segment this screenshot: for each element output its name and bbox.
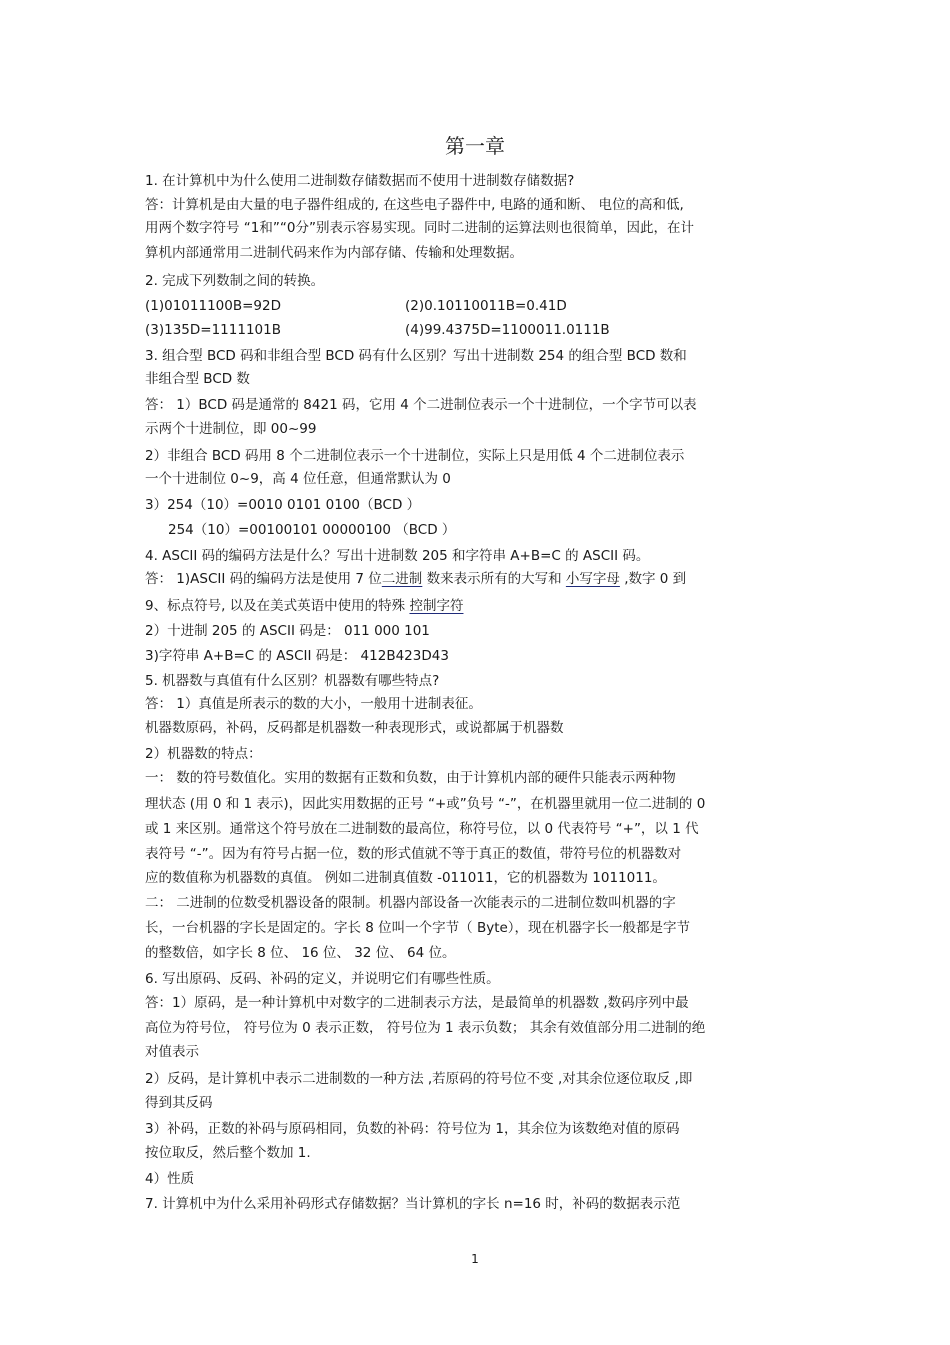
q6-answer-3-line-1: 3）补码，正数的补码与原码相同，负数的补码：符号位为 1，其余位为该数绝对值的原码 <box>145 1121 680 1137</box>
q1-answer-line-1: 答：计算机是由大量的电子器件组成的, 在这些电子器件中, 电路的通和断、 电位的高和低, <box>145 197 684 213</box>
q3-question-line-1: 3. 组合型 BCD 码和非组合型 BCD 码有什么区别？写出十进制数 254 的组合型 BCD 数和 <box>145 348 687 364</box>
q6-answer-1-line-2: 高位为符号位， 符号位为 0 表示正数， 符号位为 1 表示负数； 其余有效值部分用二进制的绝 <box>145 1020 706 1036</box>
q6-answer-1-line-1: 答：1）原码，是一种计算机中对数字的二进制表示方法，是最简单的机器数 ,数码序列中最 <box>145 995 689 1011</box>
q5-point-1-line-3: 或 1 来区别。通常这个符号放在二进制数的最高位，称符号位，以 0 代表符号 “+”，以 1 代 <box>145 821 699 837</box>
q3-answer-3-line-2: 254（10）=00100101 00000100 （BCD ） <box>168 522 456 538</box>
q5-answer-2: 2）机器数的特点： <box>145 746 262 762</box>
q4-answer-1-line-1: 答： 1)ASCII 码的编码方法是使用 7 位二进制 数来表示所有的大写和 小写字母 ,数字 0 到 <box>145 571 687 587</box>
q6-answer-2-line-1: 2）反码，是计算机中表示二进制数的一种方法 ,若原码的符号位不变 ,对其余位逐位取反 ,即 <box>145 1071 693 1087</box>
q1-question: 1. 在计算机中为什么使用二进制数存储数据而不使用十进制数存储数据? <box>145 173 575 189</box>
q4-question: 4. ASCII 码的编码方法是什么？写出十进制数 205 和字符串 A+B=C 的 ASCII 码。 <box>145 548 650 564</box>
q4-answer-2: 2）十进制 205 的 ASCII 码是： 011 000 101 <box>145 623 430 639</box>
q3-answer-3-line-1: 3）254（10）=0010 0101 0100（BCD ） <box>145 497 421 513</box>
q2-question: 2. 完成下列数制之间的转换。 <box>145 273 325 289</box>
q7-question: 7. 计算机中为什么采用补码形式存储数据？当计算机的字长 n=16 时，补码的数据表示范 <box>145 1196 681 1212</box>
q5-point-2-line-3: 的整数倍，如字长 8 位、 16 位、 32 位、 64 位。 <box>145 945 456 961</box>
q5-point-1-line-4: 表符号 “-”。因为有符号占据一位，数的形式值就不等于真正的数值，带符号位的机器数对 <box>145 846 682 862</box>
q3-answer-2-line-1: 2）非组合 BCD 码用 8 个二进制位表示一个十进制位，实际上只是用低 4 个二进制位表示 <box>145 448 685 464</box>
q6-answer-3-line-2: 按位取反，然后整个数加 1. <box>145 1145 311 1161</box>
q5-answer-1: 答： 1）真值是所表示的数的大小，一般用十进制表征。 <box>145 696 482 712</box>
q6-answer-2-line-2: 得到其反码 <box>145 1095 213 1111</box>
q2-item-2: (2)0.10110011B=0.41D <box>405 298 567 314</box>
q2-item-3: (3)135D=1111101B <box>145 322 281 338</box>
chapter-title: 第一章 <box>445 134 505 158</box>
q5-point-2-line-2: 长，一台机器的字长是固定的。字长 8 位叫一个字节（ Byte），现在机器字长一般都是字节 <box>145 920 691 936</box>
q3-answer-2-line-2: 一个十进制位 0~9，高 4 位任意，但通常默认为 0 <box>145 471 451 487</box>
q3-answer-1-line-2: 示两个十进制位，即 00~99 <box>145 421 317 437</box>
link-control-characters[interactable]: 控制字符 <box>409 598 464 614</box>
q4-answer-3: 3)字符串 A+B=C 的 ASCII 码是： 412B423D43 <box>145 648 449 664</box>
q5-point-2-line-1: 二： 二进制的位数受机器设备的限制。机器内部设备一次能表示的二进制位数叫机器的字 <box>145 895 676 911</box>
q5-point-1-line-1: 一： 数的符号数值化。实用的数据有正数和负数，由于计算机内部的硬件只能表示两种物 <box>145 770 676 786</box>
q6-question: 6. 写出原码、反码、补码的定义，并说明它们有哪些性质。 <box>145 971 500 987</box>
q5-point-1-line-2: 理状态 (用 0 和 1 表示)，因此实用数据的正号 “+或”负号 “-”，在机器里就用一位二进制的 0 <box>145 796 706 812</box>
q3-answer-1-line-1: 答： 1）BCD 码是通常的 8421 码，它用 4 个二进制位表示一个十进制位，一个字节可以表 <box>145 397 697 413</box>
q1-answer-line-2: 用两个数字符号 “1和”“0分”别表示容易实现。同时二进制的运算法则也很简单，因此，在计 <box>145 220 694 236</box>
q6-answer-1-line-3: 对值表示 <box>145 1044 199 1060</box>
q2-item-4: (4)99.4375D=1100011.0111B <box>405 322 610 338</box>
q1-answer-line-3: 算机内部通常用二进制代码来作为内部存储、传输和处理数据。 <box>145 245 523 261</box>
q2-item-1: (1)01011100B=92D <box>145 298 281 314</box>
link-lowercase-letters[interactable]: 小写字母 <box>565 571 620 587</box>
q5-point-1-line-5: 应的数值称为机器数的真值。 例如二进制真值数 -011011，它的机器数为 1011011。 <box>145 870 666 886</box>
q3-question-line-2: 非组合型 BCD 数 <box>145 371 250 387</box>
q5-answer-1-detail: 机器数原码，补码，反码都是机器数一种表现形式，或说都属于机器数 <box>145 720 564 736</box>
page-number: 1 <box>471 1252 479 1266</box>
link-binary[interactable]: 二进制 <box>381 571 423 587</box>
q5-question: 5. 机器数与真值有什么区别？机器数有哪些特点? <box>145 673 440 689</box>
q4-answer-1-line-2: 9、标点符号, 以及在美式英语中使用的特殊 控制字符 <box>145 598 464 614</box>
q6-answer-4: 4）性质 <box>145 1171 195 1187</box>
